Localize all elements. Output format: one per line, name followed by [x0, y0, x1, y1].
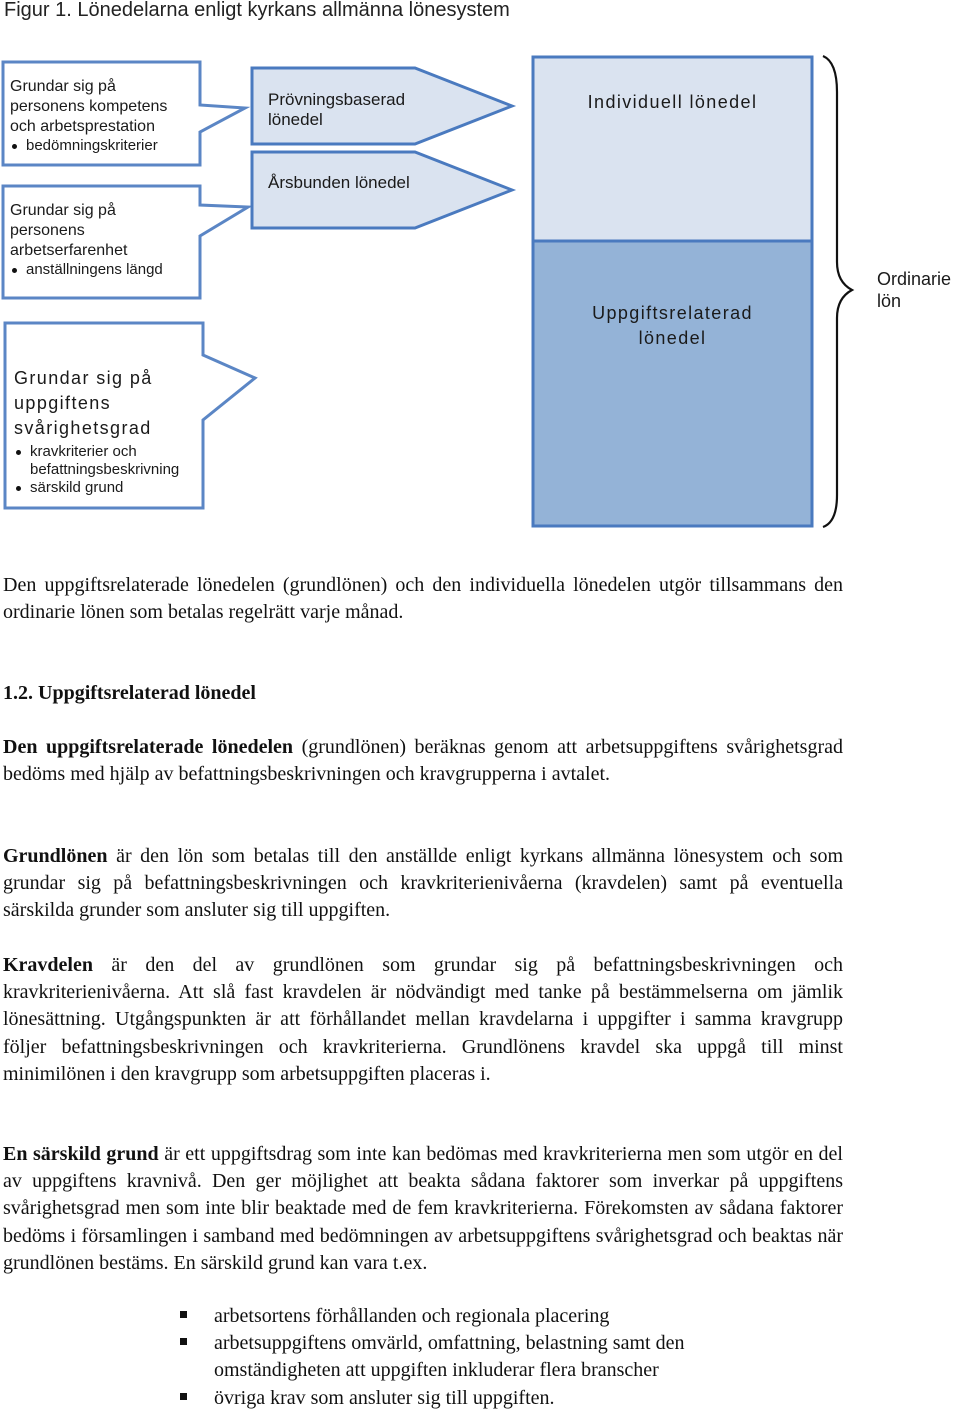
- paragraph-1: [3, 734, 843, 788]
- figure-title: Figur 1. Lönedelarna enligt kyrkans allmänna lönesystem: [4, 0, 510, 21]
- list-item: övriga krav som ansluter sig till uppgiften.: [180, 1385, 814, 1412]
- uppgift-line: lönedel: [638, 328, 707, 348]
- p3-text: är den del av grundlönen som grundar sig på befattningsbeskrivningen och kravkriterienivåerna. Att slå fast kravdelen är nödvändigt med tanke på bestämmelserna om jämlik lönesättning. Utgångspunkten är att förhållandet mellan kravdelarna i uppgifter i samma kravgrupp följer befattningsbeskrivningen och kravkriterierna. Grundlönens kravdel ska uppgå till minst minimilönen i den kravgrupp som arbetsuppgiften placeras i.: [3, 954, 843, 1085]
- box1-bullet: bedömningskriterier: [10, 137, 167, 153]
- individuell-label: Individuell lönedel: [587, 92, 758, 112]
- box1-line: Grundar sig på: [10, 78, 116, 95]
- box1-bullet-clip: [10, 137, 167, 153]
- box3-bullet: särskild grund: [14, 479, 200, 497]
- box3-bullet: kravkriterier och befattningsbeskrivning: [14, 443, 200, 479]
- prov-label: [268, 90, 405, 130]
- p1-text: (grundlönen) beräknas genom att arbetsuppgiftens svårighetsgrad bedöms med hjälp av befattningsbeskrivningen och kravgrupperna i avtalet.: [3, 736, 843, 786]
- salary-components-diagram: [0, 0, 960, 540]
- section-heading: 1.2. Uppgiftsrelaterad lönedel: [3, 682, 256, 704]
- paragraph-2: [3, 843, 843, 925]
- ordinarie-brace: [823, 56, 852, 527]
- box1-line: personens kompetens: [10, 98, 168, 115]
- box3-line: uppgiftens: [14, 393, 112, 413]
- box1-line: och arbetsprestation: [10, 118, 155, 135]
- box2-line: arbetserfarenhet: [10, 242, 128, 259]
- ars-label: Årsbunden lönedel: [268, 173, 410, 192]
- p2-bold: Grundlönen: [3, 845, 108, 867]
- box2-bullet: anställningens längd: [10, 261, 163, 279]
- box1-text: [10, 77, 167, 153]
- list-item: arbetsortens förhållanden och regionala placering: [180, 1303, 814, 1330]
- individuell-block: [533, 57, 812, 241]
- p2-text: är den lön som betalas till den anställde enligt kyrkans allmänna lönesystem och som grundar sig på befattningsbeskrivningen och kravkriterienivåerna (kravdelen) samt på eventuella särskilda grunder som ansluter sig till uppgiften.: [3, 845, 843, 922]
- uppgift-line: Uppgiftsrelaterad: [592, 303, 753, 323]
- paragraph-3: [3, 952, 843, 1088]
- list-item: arbetsuppgiftens omvärld, omfattning, belastning samt den omständigheten att uppgiften inkluderar flera branscher: [180, 1330, 814, 1384]
- p4-bold: En särskild grund: [3, 1143, 159, 1165]
- uppgift-label: [533, 301, 812, 351]
- ordinarie-line: lön: [877, 291, 902, 311]
- ordinarie-label: [877, 268, 951, 312]
- paragraph-4: [3, 1141, 843, 1277]
- box2-line: Grundar sig på: [10, 202, 116, 219]
- figure-caption: Den uppgiftsrelaterade lönedelen (grundlönen) och den individuella lönedelen utgör tillsammans den ordinarie lönen som betalas regelrätt varje månad.: [3, 574, 843, 624]
- p3-bold: Kravdelen: [3, 954, 93, 976]
- box3-line: Grundar sig på: [14, 368, 153, 388]
- uppgift-block: [533, 241, 812, 526]
- box2-line: personens: [10, 222, 85, 239]
- box3-line: svårighetsgrad: [14, 418, 152, 438]
- p4-text: är ett uppgiftsdrag som inte kan bedömas med kravkriterierna men som utgör en del av uppgiftens kravnivå. Den ger möjlighet att beakta sådana faktorer som inverkar på uppgiftens svårighetsgrad men som inte blir beaktade med de fem kravkriterierna. Förekomsten av sådana faktorer bedöms i församlingen i samband med bedömningen av arbetsuppgiftens svårighetsgrad och beaktas när grundlönen bestäms. En särskild grund kan vara t.ex.: [3, 1143, 843, 1274]
- ordinarie-line: Ordinarie: [877, 269, 952, 289]
- prov-line: Prövningsbaserad: [268, 90, 406, 109]
- box2-text: [10, 201, 163, 279]
- special-grounds-list: [180, 1303, 814, 1412]
- prov-line: lönedel: [268, 110, 323, 129]
- p1-bold: Den uppgiftsrelaterade lönedelen: [3, 736, 294, 758]
- box3-text: [14, 366, 200, 497]
